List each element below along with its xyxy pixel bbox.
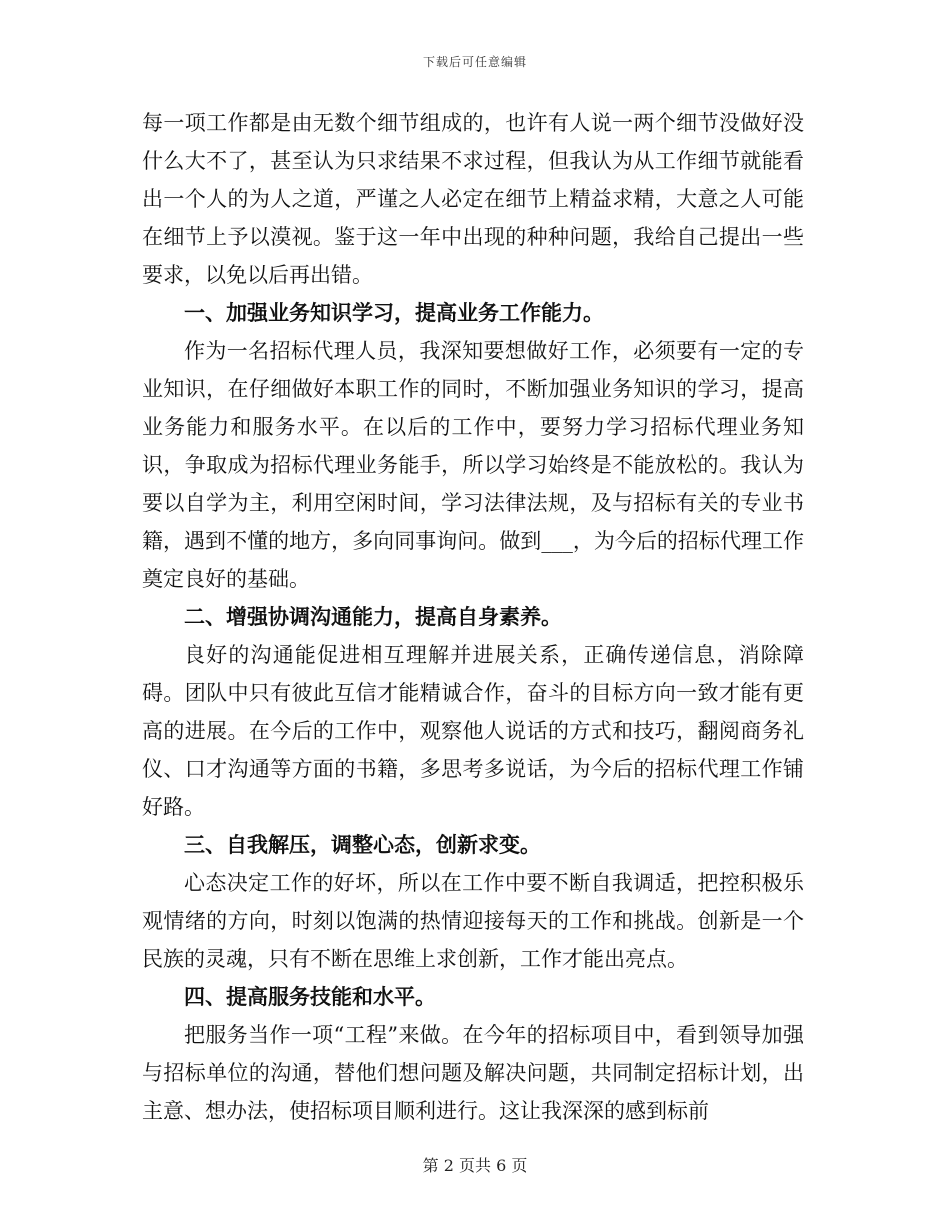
document-body bbox=[142, 104, 804, 1130]
section-2-heading: 二、增强协调沟通能力，提高自身素养。 bbox=[184, 604, 562, 629]
section-4-heading: 四、提高服务技能和水平。 bbox=[184, 984, 436, 1009]
section-1-heading: 一、加强业务知识学习，提高业务工作能力。 bbox=[184, 300, 604, 325]
section-2-body: 良好的沟通能促进相互理解并进展关系，正确传递信息，消除障碍。团队中只有彼此互信才能精诚合作，奋斗的目标方向一致才能有更高的进展。在今后的工作中，观察他人说话的方式和技巧，翻阅商务礼仪、口才沟通等方面的书籍，多思考多说话，为今后的招标代理工作铺好路。 bbox=[142, 643, 804, 819]
page-number: 第 2 页共 6 页 bbox=[422, 1156, 528, 1175]
section-3-body: 心态决定工作的好坏，所以在工作中要不断自我调适，把控积极乐观情绪的方向，时刻以饱满的热情迎接每天的工作和挑战。创新是一个民族的灵魂，只有不断在思维上求创新，工作才能出亮点。 bbox=[142, 871, 804, 971]
section-1-body: 作为一名招标代理人员，我深知要想做好工作，必须要有一定的专业知识，在仔细做好本职工作的同时，不断加强业务知识的学习，提高业务能力和服务水平。在以后的工作中，要努力学习招标代理业务知识，争取成为招标代理业务能手，所以学习始终是不能放松的。我认为要以自学为主，利用空闲时间，学习法律法规，及与招标有关的专业书籍，遇到不懂的地方，多向同事询问。做到___，为今后的招标代理工作奠定良好的基础。 bbox=[142, 339, 804, 591]
page-header-note: 下载后可任意编辑 bbox=[422, 55, 527, 69]
section-4-body: 把服务当作一项“工程”来做。在今年的招标项目中，看到领导加强与招标单位的沟通，替他们想问题及解决问题，共同制定招标计划，出主意、想办法，使招标项目顺利进行。这让我深深的感到标前 bbox=[142, 1023, 804, 1123]
intro-paragraph: 每一项工作都是由无数个细节组成的，也许有人说一两个细节没做好没什么大不了，甚至认为只求结果不求过程，但我认为从工作细节就能看出一个人的为人之道，严谨之人必定在细节上精益求精，大意之人可能在细节上予以漠视。鉴于这一年中出现的种种问题，我给自己提出一些要求，以免以后再出错。 bbox=[142, 111, 804, 287]
section-3-heading: 三、自我解压，调整心态，创新求变。 bbox=[184, 832, 541, 857]
